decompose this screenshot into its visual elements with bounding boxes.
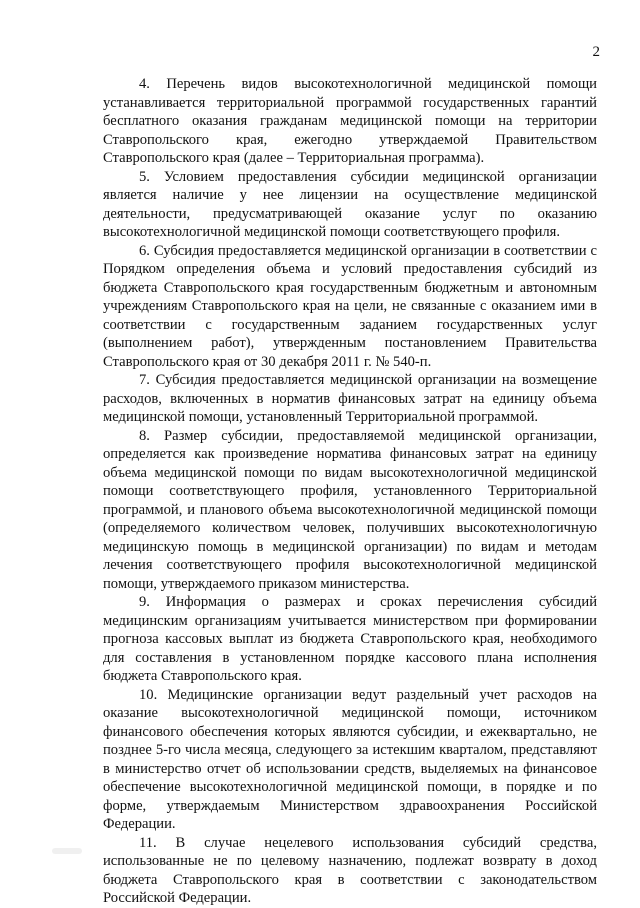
paragraph-5: 5. Условием предоставления субсидии медицинской организации является наличие у нее лицензии на осуществление медицинской деятельности, предусматривающей оказание услуг по оказанию высокотехнологичной медицинской помощи соответствующего профиля. (103, 168, 597, 240)
paragraph-4: 4. Перечень видов высокотехнологичной медицинской помощи устанавливается территориальной программой государственных гарантий бесплатного оказания гражданам медицинской помощи на территории Ставропольского края, ежегодно утверждаемой Правительством Ставропольского края (далее – Территориальная программа). (103, 76, 597, 166)
document-body (103, 75, 597, 908)
scan-smudge (52, 848, 82, 854)
paragraph-9: 9. Информация о размерах и сроках перечисления субсидий медицинским организациям учитывается министерством при формировании прогноза кассовых выплат из бюджета Ставропольского края, необходимого для составления в установленном порядке кассового плана исполнения бюджета Ставропольского края. (103, 594, 597, 684)
paragraph-7: 7. Субсидия предоставляется медицинской организации на возмещение расходов, включенных в норматив финансовых затрат на единицу объема медицинской помощи, установленный Территориальной программой. (103, 372, 597, 425)
page-number: 2 (592, 44, 600, 60)
paragraph-11: 11. В случае нецелевого использования субсидий средства, использованные не по целевому назначению, подлежат возврату в доход бюджета Ставропольского края в соответствии с законодательством Российской Федерации. (103, 834, 597, 906)
paragraph-8: 8. Размер субсидии, предоставляемой медицинской организации, определяется как произведение норматива финансовых затрат на единицу объема медицинской помощи по видам высокотехнологичной медицинской помощи соответствующего профиля, установленного Территориальной программой, и планового объема высокотехнологичной медицинской помощи (определяемого количеством человек, получивших высокотехнологичную медицинскую помощь в медицинской организации) по видам и методам лечения соответствующего профиля высокотехнологичной медицинской помощи, утверждаемого приказом министерства. (103, 427, 597, 592)
paragraph-6: 6. Субсидия предоставляется медицинской организации в соответствии с Порядком определения объема и условий предоставления субсидий из бюджета Ставропольского края государственным бюджетным и автономным учреждениям Ставропольского края на цели, не связанные с оказанием ими в соответствии с государственным заданием государственных услуг (выполнением работ), утвержденным постановлением Правительства Ставропольского края от 30 декабря 2011 г. № 540-п. (103, 242, 597, 370)
paragraph-10: 10. Медицинские организации ведут раздельный учет расходов на оказание высокотехнологичной медицинской помощи, источником финансового обеспечения которых являются субсидии, и ежеквартально, не позднее 5-го числа месяца, следующего за истекшим кварталом, представляют в министерство отчет об использовании средств, выделяемых на финансовое обеспечение высокотехнологичной медицинской помощи, в порядке и по форме, утверждаемым Министерством здравоохранения Российской Федерации. (103, 686, 597, 832)
